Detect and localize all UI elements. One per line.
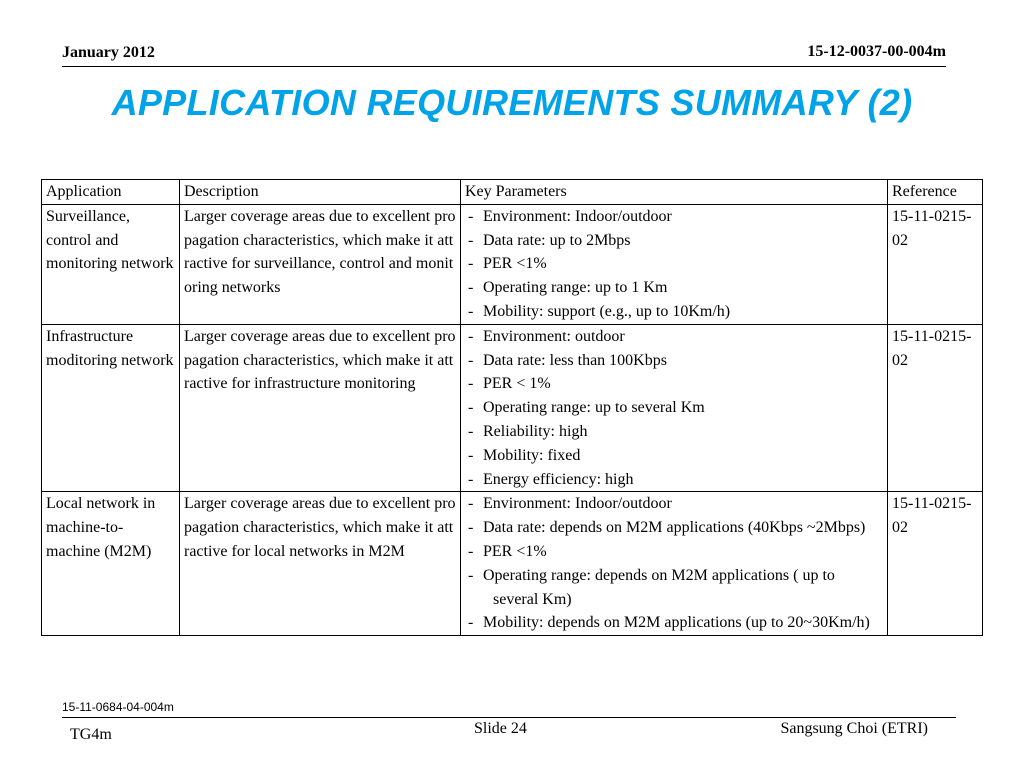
application-cell: Surveillance, control and monitoring network	[42, 204, 180, 324]
table-row	[42, 324, 983, 492]
footer-divider	[62, 717, 956, 718]
header-date: January 2012	[62, 44, 155, 61]
header-divider	[62, 66, 946, 67]
table-row	[42, 204, 983, 324]
bullet-dash: -	[468, 327, 474, 345]
table-row	[42, 492, 983, 636]
header-key-parameters: Key Parameters	[461, 180, 888, 205]
bullet-dash: -	[468, 542, 474, 560]
description-cell: Larger coverage areas due to excellent propagation characteristics, which make it attractive for infrastructure monitoring	[180, 324, 461, 492]
header-reference: Reference	[888, 180, 983, 205]
bullet-dash: -	[468, 231, 474, 249]
bullet-dash: -	[468, 279, 474, 297]
key-parameter-item: - Data rate: depends on M2M applications (40Kbps ~2Mbps)	[465, 516, 884, 540]
bullet-dash: -	[468, 422, 474, 440]
description-cell: Larger coverage areas due to excellent propagation characteristics, which make it attractive for surveillance, control and monitoring networks	[180, 204, 461, 324]
bullet-dash: -	[468, 255, 474, 273]
bullet-dash: -	[468, 375, 474, 393]
key-parameter-item: - Energy efficiency: high	[465, 468, 884, 492]
reference-cell: 15-11-0215-02	[888, 492, 983, 636]
bullet-dash: -	[468, 614, 474, 632]
key-parameter-item: - Mobility: support (e.g., up to 10Km/h)	[465, 300, 884, 324]
key-parameter-item: - Environment: Indoor/outdoor	[465, 205, 884, 229]
bullet-dash: -	[468, 566, 474, 584]
reference-cell: 15-11-0215-02	[888, 324, 983, 492]
footer-slide-number: Slide 24	[474, 720, 527, 737]
description-cell: Larger coverage areas due to excellent propagation characteristics, which make it attractive for local networks in M2M	[180, 492, 461, 636]
bullet-dash: -	[468, 302, 474, 320]
header-description: Description	[180, 180, 461, 205]
footer-author: Sangsung Choi (ETRI)	[780, 720, 928, 737]
table-header-row	[42, 180, 983, 205]
bullet-dash: -	[468, 399, 474, 417]
application-cell: Local network in machine-to-machine (M2M)	[42, 492, 180, 636]
key-parameter-item: - PER <1%	[465, 252, 884, 276]
bullet-dash: -	[468, 446, 474, 464]
key-parameter-item: - Mobility: depends on M2M applications (up to 20~30Km/h)	[465, 611, 884, 635]
bullet-dash: -	[468, 519, 474, 537]
footer-doc-id: 15-11-0684-04-004m	[62, 700, 174, 714]
key-parameters-cell	[461, 324, 888, 492]
key-parameter-item: - Environment: Indoor/outdoor	[465, 492, 884, 516]
key-parameter-item: - Operating range: up to several Km	[465, 396, 884, 420]
key-parameter-item: - Data rate: less than 100Kbps	[465, 349, 884, 373]
header-application: Application	[42, 180, 180, 205]
key-parameter-item: - Operating range: depends on M2M applications ( up to several Km)	[465, 564, 884, 612]
bullet-dash: -	[468, 470, 474, 488]
bullet-dash: -	[468, 351, 474, 369]
key-parameter-item: - Operating range: up to 1 Km	[465, 276, 884, 300]
header-doc-number: 15-12-0037-00-004m	[807, 43, 946, 60]
key-parameter-item: - Reliability: high	[465, 420, 884, 444]
key-parameter-item: - Data rate: up to 2Mbps	[465, 229, 884, 253]
footer-group: TG4m	[70, 726, 112, 743]
key-parameter-item: - PER <1%	[465, 540, 884, 564]
key-parameters-cell	[461, 204, 888, 324]
reference-cell: 15-11-0215-02	[888, 204, 983, 324]
key-parameter-item: - Environment: outdoor	[465, 325, 884, 349]
key-parameter-item: - PER < 1%	[465, 372, 884, 396]
slide-title: APPLICATION REQUIREMENTS SUMMARY (2)	[111, 82, 913, 123]
application-cell: Infrastructure moditoring network	[42, 324, 180, 492]
key-parameters-cell	[461, 492, 888, 636]
requirements-table	[41, 179, 983, 636]
bullet-dash: -	[468, 207, 474, 225]
bullet-dash: -	[468, 495, 474, 513]
key-parameter-item: - Mobility: fixed	[465, 444, 884, 468]
